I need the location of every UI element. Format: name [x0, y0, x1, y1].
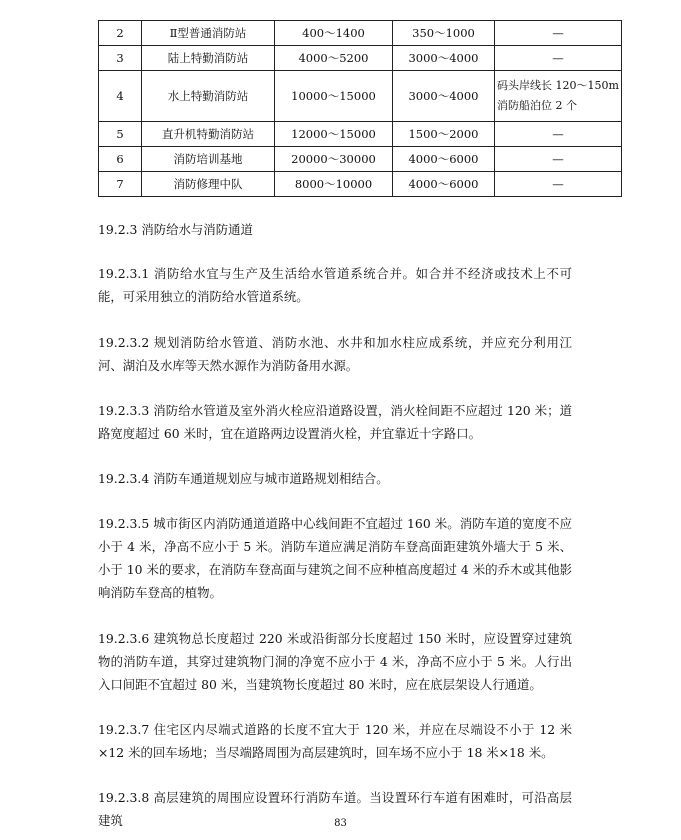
section-heading: 19.2.3 消防给水与消防通道 — [98, 222, 253, 237]
table-row — [99, 21, 622, 46]
cell-no: 7 — [99, 172, 142, 197]
cell-name: Ⅱ型普通消防站 — [142, 21, 275, 46]
note-line: 消防船泊位 2 个 — [497, 99, 577, 112]
cell-value: 4000～6000 — [393, 147, 495, 172]
cell-value: 8000～10000 — [275, 172, 393, 197]
cell-value: 1500～2000 — [393, 122, 495, 147]
clause-19-2-3-3: 19.2.3.3 消防给水管道及室外消火栓应沿道路设置，消火栓间距不应超过 120 米；道路宽度超过 60 米时，宜在道路两边设置消火栓，并宜靠近十字路口。 — [98, 403, 572, 441]
cell-name: 陆上特勤消防站 — [142, 46, 275, 71]
cell-note: — — [495, 172, 622, 197]
cell-name: 直升机特勤消防站 — [142, 122, 275, 147]
cell-note: — — [495, 147, 622, 172]
cell-value: 4000～6000 — [393, 172, 495, 197]
cell-value: 3000～4000 — [393, 71, 495, 122]
cell-no: 4 — [99, 71, 142, 122]
table-row — [99, 71, 622, 122]
cell-no: 2 — [99, 21, 142, 46]
cell-note — [495, 71, 622, 122]
table-row — [99, 46, 622, 71]
cell-no: 3 — [99, 46, 142, 71]
note-line: 码头岸线长 120～150m — [497, 79, 619, 92]
cell-name: 消防培训基地 — [142, 147, 275, 172]
cell-value: 12000～15000 — [275, 122, 393, 147]
cell-no: 6 — [99, 147, 142, 172]
cell-note: — — [495, 21, 622, 46]
clause-19-2-3-5: 19.2.3.5 城市街区内消防通道道路中心线间距不宜超过 160 米。消防车道的宽度不应小于 4 米，净高不应小于 5 米。消防车道应满足消防车登高面距建筑外墙大于 5 米、小于 10 米的要求，在消防车登高面与建筑之间不应种植高度超过 4 米的乔木或其他影响消防车登高的植物。 — [98, 516, 572, 600]
table-row — [99, 172, 622, 197]
cell-name: 水上特勤消防站 — [142, 71, 275, 122]
clause-19-2-3-2: 19.2.3.2 规划消防给水管道、消防水池、水井和加水柱应成系统，并应充分利用江河、湖泊及水库等天然水源作为消防备用水源。 — [98, 335, 572, 373]
cell-value: 3000～4000 — [393, 46, 495, 71]
cell-note: — — [495, 122, 622, 147]
cell-no: 5 — [99, 122, 142, 147]
cell-value: 10000～15000 — [275, 71, 393, 122]
clause-19-2-3-8: 19.2.3.8 高层建筑的周围应设置环行消防车道。当设置环行车道有困难时，可沿高层建筑 — [98, 790, 572, 828]
cell-value: 400～1400 — [275, 21, 393, 46]
clause-19-2-3-4: 19.2.3.4 消防车通道规划应与城市道路规划相结合。 — [98, 471, 389, 486]
fire-station-table — [98, 20, 622, 197]
table-row — [99, 122, 622, 147]
page-number: 83 — [334, 818, 347, 829]
clause-19-2-3-1: 19.2.3.1 消防给水宜与生产及生活给水管道系统合并。如合并不经济或技术上不可能，可采用独立的消防给水管道系统。 — [98, 266, 572, 304]
clause-19-2-3-6: 19.2.3.6 建筑物总长度超过 220 米或沿街部分长度超过 150 米时，应设置穿过建筑物的消防车道，其穿过建筑物门洞的净宽不应小于 4 米，净高不应小于 5 米。人行出入口间距不宜超过 80 米，当建筑物长度超过 80 米时，应在底层架设人行通道。 — [98, 631, 572, 692]
cell-value: 350～1000 — [393, 21, 495, 46]
cell-value: 4000～5200 — [275, 46, 393, 71]
clause-19-2-3-7: 19.2.3.7 住宅区内尽端式道路的长度不宜大于 120 米，并应在尽端设不小于 12 米×12 米的回车场地；当尽端路周围为高层建筑时，回车场不应小于 18 米×18 米。 — [98, 722, 572, 760]
cell-value: 20000～30000 — [275, 147, 393, 172]
cell-name: 消防修理中队 — [142, 172, 275, 197]
table-row — [99, 147, 622, 172]
cell-note: — — [495, 46, 622, 71]
